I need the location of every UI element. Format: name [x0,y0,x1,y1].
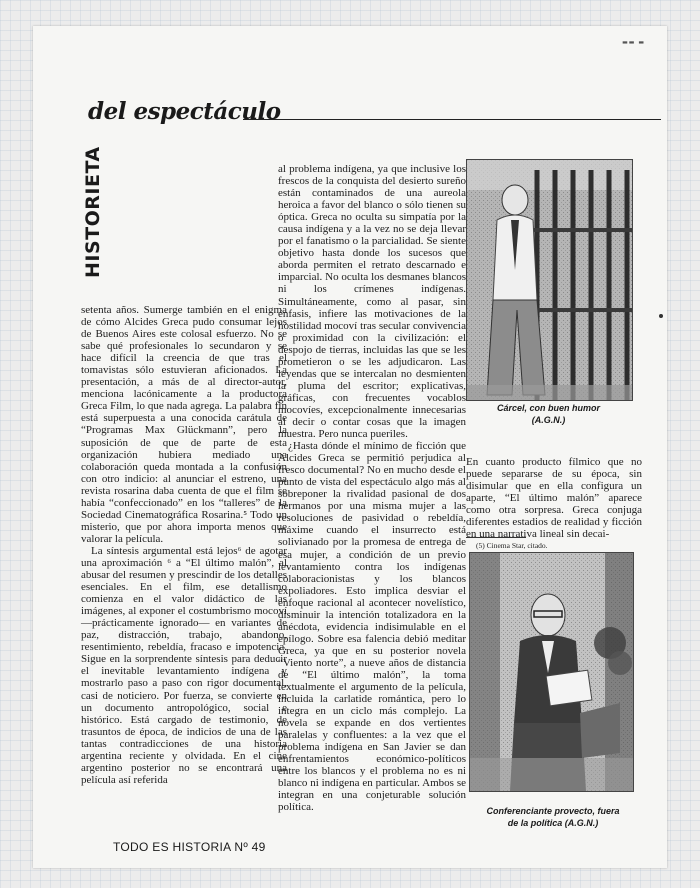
text-column-3 [466,456,642,540]
photo-prison [466,159,633,401]
paragraph: En cuanto producto fílmico que no puede separarse de su época, sin disimular que en ella configura un aparte, “El último malón” aparece como otra sorpresa. Greca conjuga diferentes estadios de realidad y ficción en una narrativa lineal sin decai- [466,456,642,541]
footnote: (5) Cinema Star, citado. [476,541,548,550]
text-column-2 [278,163,466,814]
paragraph: al problema indígena, ya que inclusive los frescos de la conquista del desierto sureño están contaminados de una aureola heroica a favor del blanco o sólo tienen su óptica. Greca no oculta su simpatía por la causa indígena y a la vez no se deja llevar por el fanatismo o la parcialidad. Se siente objetivo hasta donde los sucesos que aborda permiten el retrato descarnado e imparcial. No oculta los desmanes blancos ni los crímenes indígenas. Simultáneamente, como al pasar, sin énfasis, infiere las motivaciones de la hostilidad mocoví tras secular convivencia o proximidad con la civilización: el despojo de tierras, incluidas las que se les prometieron o se les adjudicaron. Las leyendas que se intercalan no desmienten la pluma del escritor; explicativas, gráficas, con frecuentes vocablos mocovíes, excepcionalmente innecesarias al decir o contar cosas que la imagen muestra. Pero nunca pueriles. [278,163,466,441]
footnote-rule [466,537,526,538]
caption-line: de la política (A.G.N.) [507,818,599,828]
magazine-footer: TODO ES HISTORIA Nº 49 [113,840,266,854]
paragraph: La síntesis argumental está lejos⁶ de agotar una aproximación ⁶ a “El último malón”, al abusar del resumen y prescindir de los detalles esenciales. En el film, ese detallismo comienza en el valor didáctico de las imágenes, al exponer el costumbrismo mocoví —prácticamente ignorado— en variantes de paz, distracción, trabajo, abandono, resentimiento, rebeldía, fracaso e impotencia. Sigue en la sorprendente síntesis para deducir el inevitable levantamiento indígena y mostrarlo paso a paso con rigor documental, casi de noticiero. Por fuerza, se convierte en un documento antropológico, social e histórico. Está cargado de testimonio, de trasuntos de época, de indicios de una de las tantas contradicciones de una historia argentina reciente y olvidada. En el cine argentino posterior no se encontrará una película así referida [81,544,287,786]
caption-line: Conferenciante provecto, fuera [486,806,620,816]
section-title: del espectáculo [88,98,281,125]
paragraph: setenta años. Sumerge también en el enigma de cómo Alcides Greca pudo consumar lejos de Buenos Aires este colosal esfuerzo. No se sabe qué profesionales lo secundaron y se hace difícil la creencia de que tras el tomavistas sólo estuvieran aficionados. La presentación, a más de al director-autor, menciona lacónicamente a la productora Greca Film, lo que nada agrega. La palabra fin está superpuesta a una conocida carátula de “Programas Max Glückmann”, pero la suposición de que de parte de esta organización hubiera mediado una colaboración queda montada a la confusión con otro indicio: al anunciar el estreno, una revista rosarina daba cuenta de que el film se había “confeccionado” en los “talleres” de la Sociedad Cinematográfica Rosarina.⁵ Todo un misterio, que por ahora importa menos que valorar la película. [81,304,287,545]
photo-prison-caption [466,402,631,426]
section-vertical-label: HISTORIETA [82,146,104,278]
prison-photo-illustration [467,160,632,400]
caption-line: (A.G.N.) [531,415,566,425]
binder-hole-mark [659,314,663,318]
lecturer-photo-illustration [470,553,633,791]
paragraph: ¿Hasta dónde el mínimo de ficción que Alcides Greca se permitió perjudica al fresco documental? No en mucho desde el punto de vista del espectáculo algo más al sobreponer la rivalidad pasional de dos hermanos por una misma mujer a las resoluciones de pasividad o rebeldía, máxime cuando el insurrecto está solivianado por la promesa de entrega de esa mujer, a condición de un previo levantamiento contra los indígenas colaboracionistas y los blancos expoliadores. Esto implica desviar el enfoque racional al acontecer novelístico, disminuir la intención totalizadora en la anécdota, evidencia indisimulable en el epílogo. Sobre esa falencia debió meditar Greca, ya que en su posterior novela “Viento norte”, a nueve años de distancia de “El último malón”, la toma textualmente el argumento de la película, incluida la carlatide romántica, pero lo integra en un ciclo más complejo. La novela se expande en dos vertientes paralelas y confluentes: a la vez que el problema indígena en San Javier se dan enfrentamientos económico-políticos entre los blancos y el problema no es ni blanco ni indígena en particular. Ambos se integran en una conjeturable solución política. [278,440,466,814]
header-rule [243,119,661,120]
photo-lecturer-caption [463,805,643,829]
corner-mark: ▬▬ ▬ [622,39,645,46]
magazine-page [33,26,667,868]
text-column-1 [81,304,287,786]
caption-line: Cárcel, con buen humor [496,403,601,413]
photo-lecturer [469,552,634,792]
